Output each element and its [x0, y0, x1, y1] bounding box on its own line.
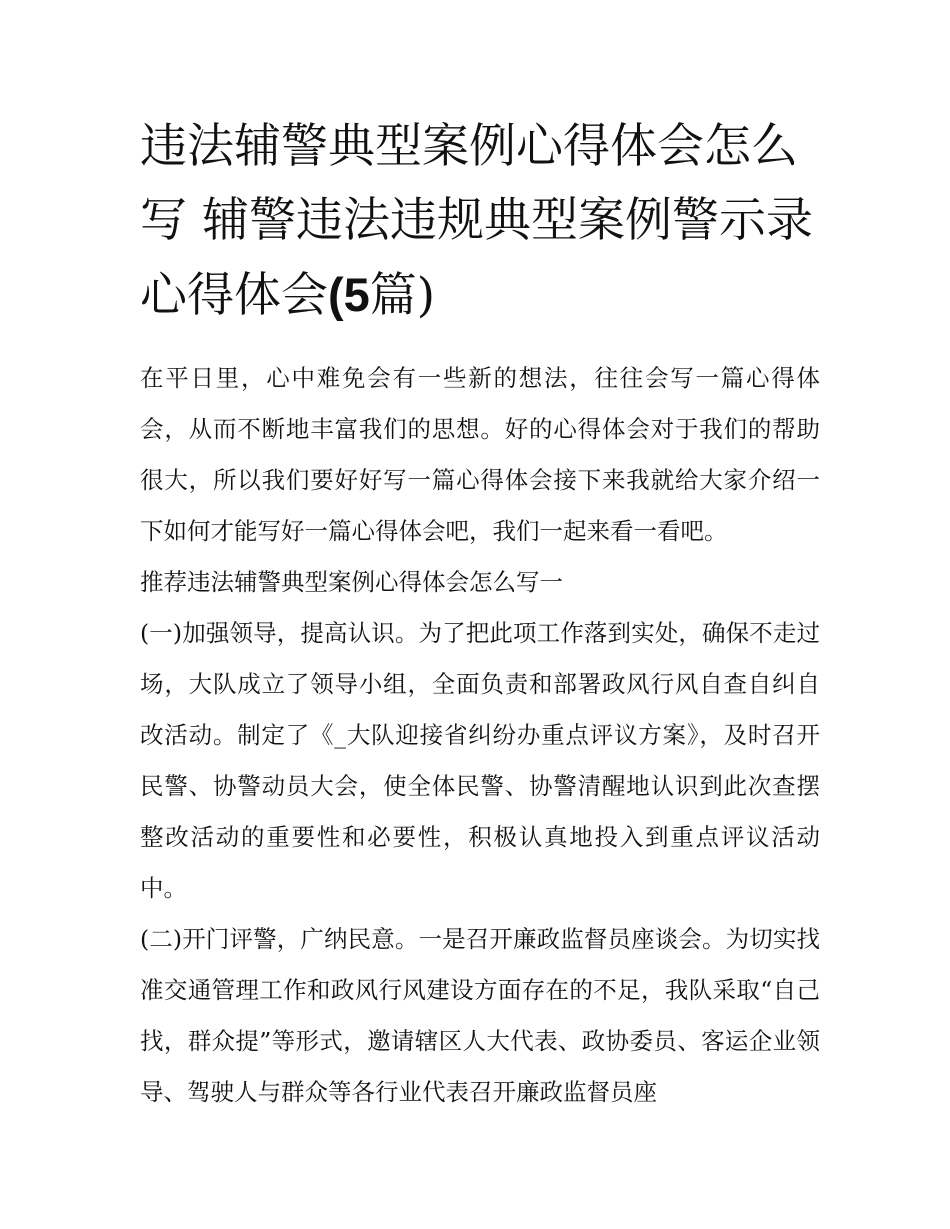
paragraph-item-2: (二)开门评警，广纳民意。一是召开廉政监督员座谈会。为切实找准交通管理工作和政风行风建设方面存在的不足，我队采取“自己找，群众提”等形式，邀请辖区人大代表、政协委员、客运企业领导、驾驶人与群众等各行业代表召开廉政监督员座 — [140, 925, 820, 1106]
paragraph-item-1: (一)加强领导，提高认识。为了把此项工作落到实处，确保不走过场，大队成立了领导小组，全面负责和部署政风行风自查自纠自改活动。制定了《_大队迎接省纠纷办重点评议方案》，及时召开民警、协警动员大会，使全体民警、协警清醒地认识到此次查摆整改活动的重要性和必要性，积极认真地投入到重点评议活动中。 — [140, 619, 820, 902]
section-heading: 推荐违法辅警典型案例心得体会怎么写一 — [140, 568, 563, 596]
document-body — [140, 353, 820, 1118]
document-title — [140, 110, 820, 333]
title-text: 违法辅警典型案例心得体会怎么写 辅警违法违规典型案例警示录心得体会 — [140, 119, 813, 323]
title-suffix: 篇) — [369, 268, 436, 323]
intro-paragraph: 在平日里，心中难免会有一些新的想法，往往会写一篇心得体会，从而不断地丰富我们的思想。好的心得体会对于我们的帮助很大，所以我们要好好写一篇心得体会接下来我就给大家介绍一下如何才能写好一篇心得体会吧，我们一起来看一看吧。 — [140, 364, 820, 545]
title-count: (5 — [328, 268, 370, 321]
